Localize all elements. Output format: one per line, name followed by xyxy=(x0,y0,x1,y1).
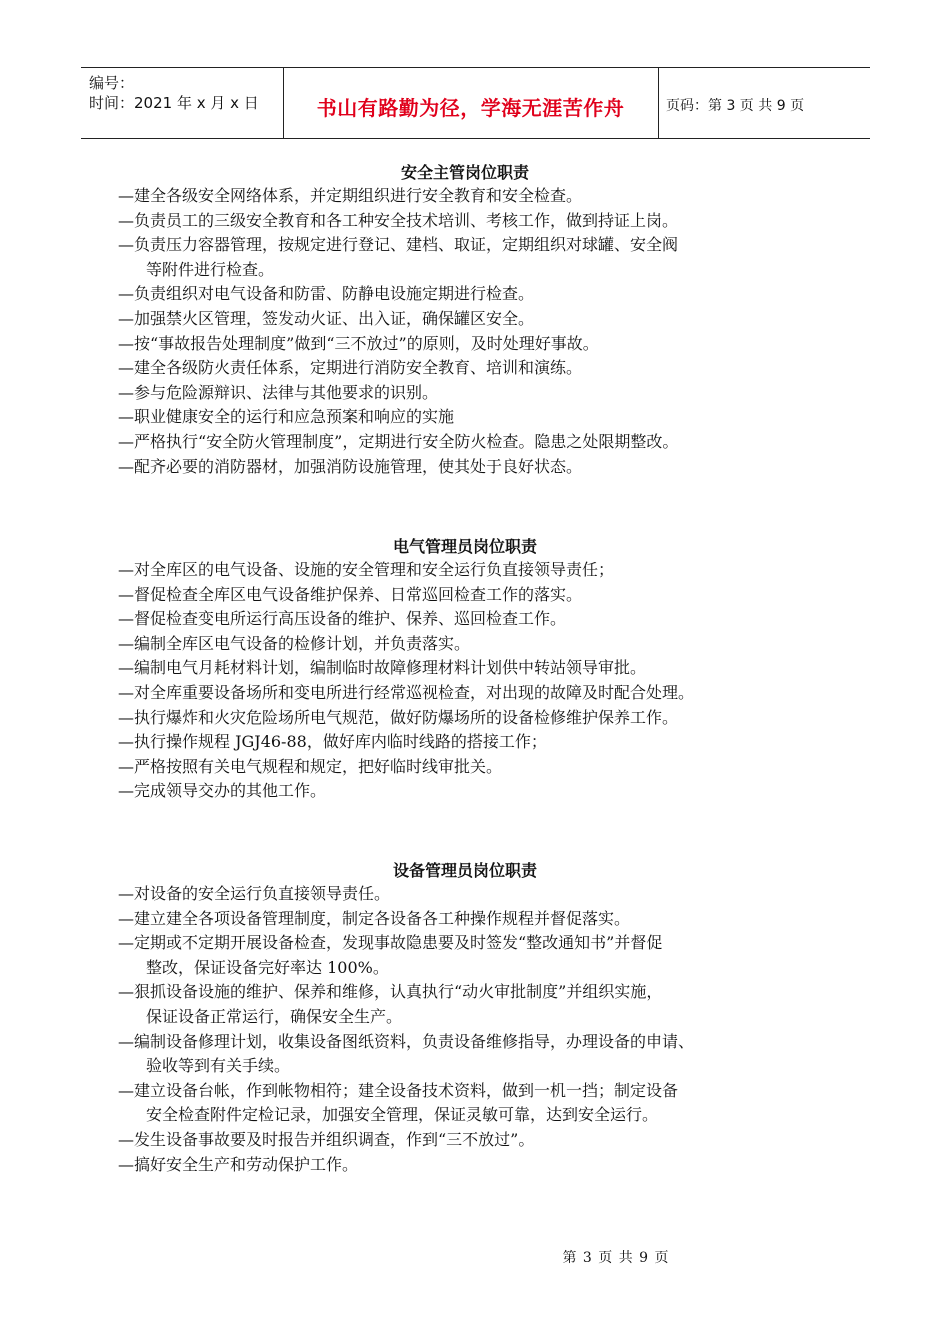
page-footer: 第 3 页 共 9 页 xyxy=(562,1250,670,1266)
header-page-number: 页码：第 3 页 共 9 页 xyxy=(666,98,805,114)
header-page-cell xyxy=(658,68,870,138)
duty-line: 保证设备正常运行，确保安全生产。 xyxy=(146,1006,403,1026)
duty-line: 安全检查附件定检记录，加强安全管理，保证灵敏可靠，达到安全运行。 xyxy=(146,1105,659,1125)
duty-line: —搞好安全生产和劳动保护工作。 xyxy=(118,1154,359,1174)
duty-line: —建全各级防火责任体系，定期进行消防安全教育、培训和演练。 xyxy=(118,358,583,378)
duty-line: —狠抓设备设施的维护、保养和维修，认真执行“动火审批制度”并组织实施， xyxy=(118,982,663,1002)
duty-line: —对全库区的电气设备、设施的安全管理和安全运行负直接领导责任； xyxy=(118,560,615,579)
duty-line: —建立设备台帐，作到帐物相符；建全设备技术资料，做到一机一挡；制定设备 xyxy=(118,1080,679,1100)
duty-line: —加强禁火区管理，签发动火证、出入证，确保罐区安全。 xyxy=(118,308,535,328)
duty-line: —编制设备修理计划，收集设备图纸资料，负责设备维修指导，办理设备的申请、 xyxy=(118,1031,695,1051)
duty-line: —执行操作规程 JGJ46-88，做好库内临时线路的搭接工作； xyxy=(118,732,547,752)
section-title-electrical-manager: 电气管理员岗位职责 xyxy=(392,537,537,556)
section-body-safety-supervisor xyxy=(118,184,838,479)
section-body-electrical-manager xyxy=(118,558,838,804)
duty-line: —督促检查变电所运行高压设备的维护、保养、巡回检查工作。 xyxy=(118,609,567,629)
duty-line: —负责员工的三级安全教育和各工种安全技术培训、考核工作，做到持证上岗。 xyxy=(118,210,679,230)
duty-line: —完成领导交办的其他工作。 xyxy=(118,781,327,801)
duty-line: —参与危险源辩识、法律与其他要求的识别。 xyxy=(118,382,439,402)
duty-line: —编制电气月耗材料计划，编制临时故障修理材料计划供中转站领导审批。 xyxy=(118,658,647,678)
duty-line: —建全各级安全网络体系，并定期组织进行安全教育和安全检查。 xyxy=(118,186,583,205)
duty-line: —严格按照有关电气规程和规定，把好临时线审批关。 xyxy=(118,756,503,776)
duty-line: —督促检查全库区电气设备维护保养、日常巡回检查工作的落实。 xyxy=(118,584,583,604)
duty-line: —负责压力容器管理，按规定进行登记、建档、取证，定期组织对球罐、安全阀 xyxy=(118,235,679,255)
duty-line: —对全库重要设备场所和变电所进行经常巡视检查，对出现的故障及时配合处理。 xyxy=(118,682,695,702)
duty-line: —配齐必要的消防器材，加强消防设施管理，使其处于良好状态。 xyxy=(118,456,583,476)
duty-line: —建立建全各项设备管理制度，制定各设备各工种操作规程并督促落实。 xyxy=(118,908,631,928)
duty-line: —严格执行“安全防火管理制度”，定期进行安全防火检查。隐患之处限期整改。 xyxy=(118,431,679,451)
duty-line: —定期或不定期开展设备检查，发现事故隐患要及时签发“整改通知书”并督促 xyxy=(118,933,663,953)
header-motto-cell xyxy=(283,68,659,138)
header-motto: 书山有路勤为径，学海无涯苦作舟 xyxy=(316,96,625,120)
duty-line: 等附件进行检查。 xyxy=(146,259,275,279)
document-date-label: 时间：2021 年 x 月 x 日 xyxy=(89,94,259,112)
duty-line: —对设备的安全运行负直接领导责任。 xyxy=(118,884,391,903)
document-number-label: 编号： xyxy=(89,74,135,92)
duty-line: —编制全库区电气设备的检修计划，并负责落实。 xyxy=(118,633,471,653)
section-title-equipment-manager: 设备管理员岗位职责 xyxy=(392,861,537,880)
section-title-safety-supervisor: 安全主管岗位职责 xyxy=(400,163,529,182)
page-header xyxy=(81,67,870,139)
duty-line: 整改，保证设备完好率达 100%。 xyxy=(146,957,389,977)
duty-line: —执行爆炸和火灾危险场所电气规范，做好防爆场所的设备检修维护保养工作。 xyxy=(118,707,679,727)
duty-line: —按“事故报告处理制度”做到“三不放过”的原则，及时处理好事故。 xyxy=(118,333,599,353)
duty-line: —发生设备事故要及时报告并组织调查，作到“三不放过”。 xyxy=(118,1129,535,1149)
header-info-cell xyxy=(81,68,284,138)
section-body-equipment-manager xyxy=(118,882,838,1177)
duty-line: 验收等到有关手续。 xyxy=(146,1056,291,1076)
duty-line: —负责组织对电气设备和防雷、防静电设施定期进行检查。 xyxy=(118,284,535,304)
duty-line: —职业健康安全的运行和应急预案和响应的实施 xyxy=(118,407,455,427)
